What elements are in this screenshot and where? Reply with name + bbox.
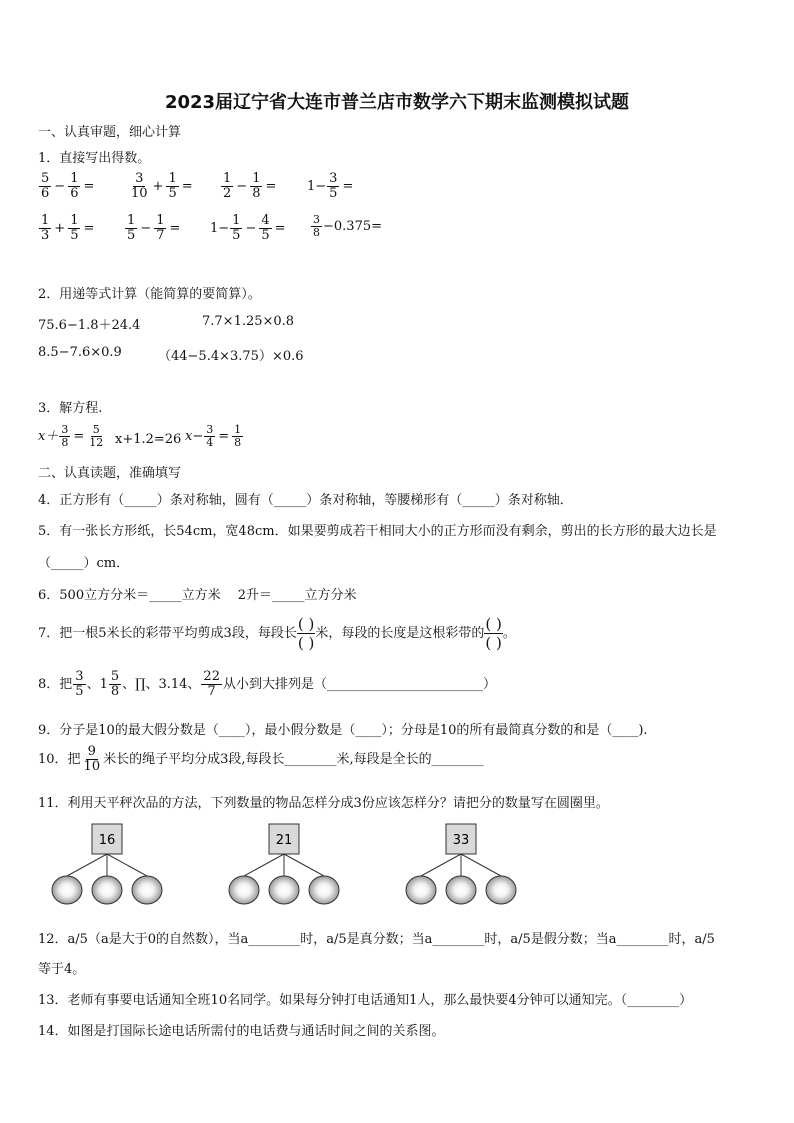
fraction: $\frac{5}{12}$ [89, 423, 104, 449]
q11-circle [406, 876, 436, 904]
fraction: $\frac{1}{3}$ [41, 213, 50, 243]
q6-text: 6．500立方分米＝_____立方米 2升＝_____立方分米 [38, 588, 357, 603]
q11-circle [446, 876, 476, 904]
fraction: $\frac{3}{5}$ [329, 171, 338, 201]
q11-circle [52, 876, 82, 904]
q11-circle [486, 876, 516, 904]
q2-expr-1: 75.6−1.8＋24.4 [38, 318, 141, 333]
q11-tree-3 [406, 824, 516, 904]
q11-diagram [40, 818, 520, 910]
q8-text: 8．把 $\frac{3}{5}$ 、1 $\frac{5}{8}$ 、∏、3.14、 $\frac{22}{7}$ 从小到大排列是（________________________） [38, 669, 496, 699]
q13-text: 13．老师有事要电话通知全班10名同学。如果每分钟打电话通知1人，那么最快要4分钟可以通知完。（________） [38, 993, 693, 1008]
fraction: $\frac{1}{5}$ [168, 171, 177, 201]
fraction: $\frac{3}{10}$ [131, 171, 148, 201]
q11-tree-1 [52, 824, 162, 904]
blank-fraction: ( ) ( ) [297, 615, 315, 652]
fraction: $\frac{1}{8}$ [252, 171, 261, 201]
q1-row1-item1: $\frac{5}{6}$ − $\frac{1}{6}$ = [41, 171, 95, 201]
q11-box-1-label: 16 [98, 833, 116, 848]
fraction: $\frac{1}{6}$ [70, 171, 79, 201]
q4-text: 4．正方形有（_____）条对称轴，圆有（_____）条对称轴，等腰梯形有（_____）条对称轴． [38, 493, 573, 508]
q11-circle [269, 876, 299, 904]
fraction: $\frac{1}{5}$ [232, 213, 241, 243]
q11-box-2-label: 21 [275, 833, 293, 848]
fraction: $\frac{4}{5}$ [261, 213, 270, 243]
blank-fraction: ( ) ( ) [485, 615, 502, 652]
q3-equation-3: x− $\frac{3}{4}$ = $\frac{1}{8}$ [185, 423, 242, 449]
q1-label: 1．直接写出得数。 [38, 151, 151, 166]
q7-text: 7．把一根5米长的彩带平均剪成3段，每段长 ( ) ( ) 米，每段的长度是这根彩带的 ( ) ( ) 。 [38, 615, 516, 652]
q1-row1-item4: 1− $\frac{3}{5}$ = [307, 171, 354, 201]
q1-row2-item3: 1− $\frac{1}{5}$ − $\frac{4}{5}$ = [210, 213, 286, 243]
q3-equation-2: x+1.2=26 [115, 432, 182, 447]
fraction: $\frac{22}{7}$ [203, 669, 220, 699]
q2-expr-2: 7.7×1.25×0.8 [202, 314, 295, 329]
fraction: $\frac{3}{8}$ [61, 423, 69, 449]
fraction: $\frac{3}{5}$ [75, 669, 84, 699]
fraction: $\frac{5}{8}$ [110, 669, 120, 699]
q11-circle [309, 876, 339, 904]
fraction: $\frac{1}{5}$ [70, 213, 79, 243]
fraction: $\frac{5}{6}$ [41, 171, 50, 201]
fraction: $\frac{9}{10}$ [83, 744, 101, 774]
q3-equation-1: x＋ $\frac{3}{8}$ = $\frac{5}{12}$ [38, 423, 104, 449]
fraction: $\frac{3}{4}$ [206, 423, 214, 449]
q3-label: 3．解方程. [38, 401, 103, 416]
fraction: $\frac{1}{5}$ [127, 213, 136, 243]
q1-row2-item1: $\frac{1}{3}$ + $\frac{1}{5}$ = [41, 213, 95, 243]
fraction: $\frac{3}{8}$ [313, 213, 320, 239]
q1-row2-item4: $\frac{3}{8}$ −0.375= [313, 213, 383, 239]
q5-text-line1: 5．有一张长方形纸，长54cm，宽48cm．如果要剪成若干相同大小的正方形而没有剩余，剪出的长方形的最大边长是 [38, 524, 717, 539]
q11-circle [132, 876, 162, 904]
q9-text: 9．分子是10的最大假分数是（____），最小假分数是（____）；分母是10的所有最简真分数的和是（____). [38, 723, 648, 738]
q14-text: 14．如图是打国际长途电话所需付的电话费与通话时间之间的关系图。 [38, 1024, 445, 1039]
q11-circle [229, 876, 259, 904]
q10-text: 10．把 $\frac{9}{10}$ 米长的绳子平均分成3段,每段长________米,每段是全长的________ [38, 744, 484, 774]
q2-expr-3: 8.5−7.6×0.9 [38, 345, 122, 360]
q1-row1-item3: $\frac{1}{2}$ − $\frac{1}{8}$ = [223, 171, 277, 201]
q2-expr-4: （44−5.4×3.75）×0.6 [158, 349, 304, 364]
q11-tree-2 [229, 824, 339, 904]
q11-box-3-label: 33 [452, 833, 470, 848]
page-title: 2023届辽宁省大连市普兰店市数学六下期末监测模拟试题 [164, 92, 630, 113]
fraction: $\frac{1}{8}$ [234, 423, 242, 449]
q1-row1-item2: $\frac{3}{10}$ + $\frac{1}{5}$ = [131, 171, 193, 201]
q12-text-line1: 12．a/5（a是大于0的自然数），当a________时，a/5是真分数；当a________时，a/5是假分数；当a________时，a/5 [38, 932, 715, 947]
q11-text: 11．利用天平秤次品的方法，下列数量的物品怎样分成3份应该怎样分？请把分的数量写在圆圈里。 [38, 796, 609, 811]
q1-row2-item2: $\frac{1}{5}$ − $\frac{1}{7}$ = [127, 213, 181, 243]
section-2-heading: 二、认真读题，准确填写 [38, 466, 182, 481]
section-1-heading: 一、认真审题，细心计算 [38, 125, 182, 140]
q5-text-line2: （_____）cm． [38, 556, 130, 571]
fraction: $\frac{1}{7}$ [156, 213, 165, 243]
q2-label: 2．用递等式计算（能简算的要简算）。 [38, 287, 261, 302]
fraction: $\frac{1}{2}$ [223, 171, 232, 201]
q12-text-line2: 等于4。 [38, 962, 86, 977]
q11-circle [92, 876, 122, 904]
